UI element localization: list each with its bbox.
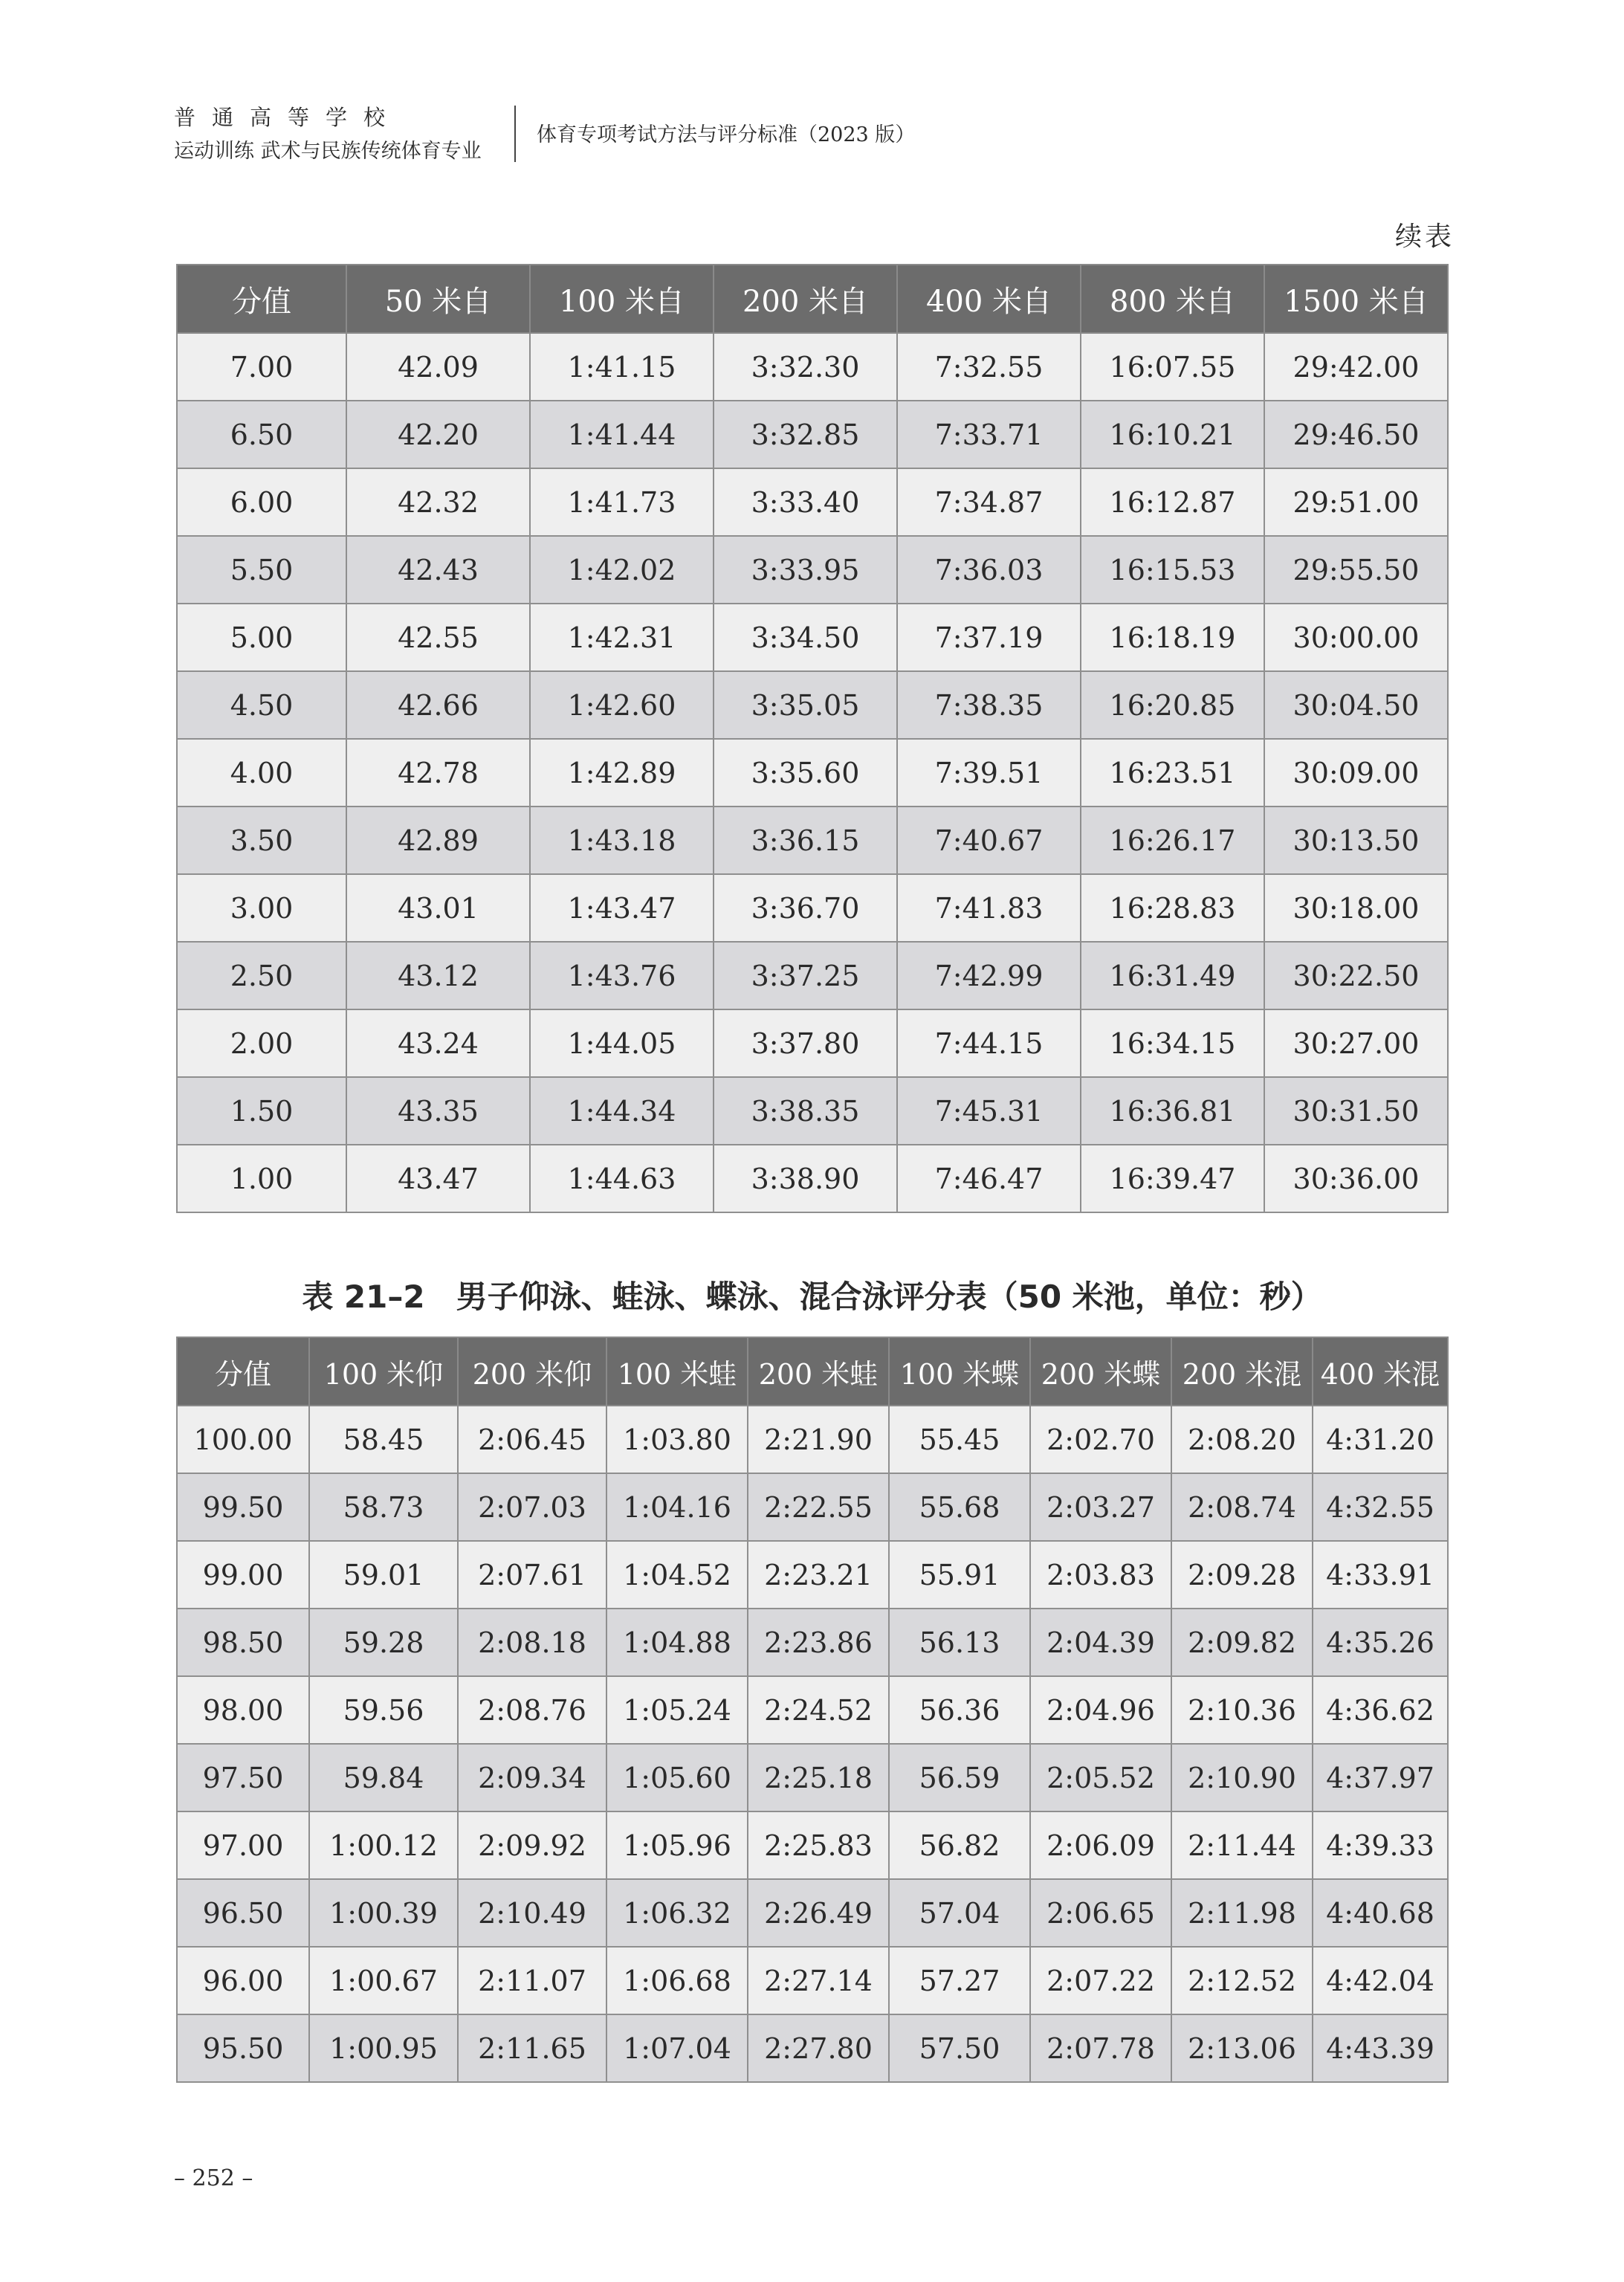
time-cell: 2:11.07 (458, 1947, 606, 2014)
time-cell: 55.68 (889, 1473, 1030, 1541)
time-cell: 42.66 (346, 671, 530, 739)
time-cell: 30:04.50 (1264, 671, 1448, 739)
time-cell: 56.82 (889, 1811, 1030, 1879)
time-cell: 56.36 (889, 1676, 1030, 1744)
time-cell: 29:55.50 (1264, 536, 1448, 604)
time-cell: 4:39.33 (1313, 1811, 1448, 1879)
time-cell: 3:36.15 (714, 807, 897, 874)
time-cell: 58.45 (309, 1406, 458, 1473)
time-cell: 43.01 (346, 874, 530, 942)
time-cell: 30:18.00 (1264, 874, 1448, 942)
table-row (177, 1879, 1448, 1947)
continued-label: 续表 (1394, 222, 1455, 252)
time-cell: 1:00.12 (309, 1811, 458, 1879)
time-cell: 30:31.50 (1264, 1077, 1448, 1145)
time-cell: 4:43.39 (1313, 2014, 1448, 2082)
time-cell: 1:03.80 (606, 1406, 748, 1473)
time-cell: 42.78 (346, 739, 530, 807)
time-cell: 4:31.20 (1313, 1406, 1448, 1473)
table-row (177, 1609, 1448, 1676)
time-cell: 2:27.14 (748, 1947, 889, 2014)
time-cell: 3:36.70 (714, 874, 897, 942)
header-book-title: 体育专项考试方法与评分标准（2023 版） (537, 123, 916, 146)
table-row (177, 1744, 1448, 1811)
score-cell: 99.50 (177, 1473, 309, 1541)
table-row (177, 1947, 1448, 2014)
time-cell: 16:10.21 (1081, 401, 1264, 468)
score-cell: 3.00 (177, 874, 346, 942)
time-cell: 2:06.65 (1030, 1879, 1171, 1947)
header-major: 运动训练 武术与民族传统体育专业 (174, 140, 482, 163)
header-100m-breast: 100 米蛙 (606, 1337, 748, 1406)
score-cell: 98.50 (177, 1609, 309, 1676)
time-cell: 1:04.16 (606, 1473, 748, 1541)
score-cell: 7.00 (177, 333, 346, 401)
time-cell: 30:09.00 (1264, 739, 1448, 807)
table-row (177, 2014, 1448, 2082)
time-cell: 2:03.83 (1030, 1541, 1171, 1609)
header-100m-back: 100 米仰 (309, 1337, 458, 1406)
time-cell: 2:09.82 (1171, 1609, 1313, 1676)
time-cell: 43.35 (346, 1077, 530, 1145)
time-cell: 7:34.87 (897, 468, 1081, 536)
header-100m-fly: 100 米蝶 (889, 1337, 1030, 1406)
header-200m-free: 200 米自 (714, 265, 897, 333)
table-header-row (177, 265, 1448, 333)
time-cell: 2:25.18 (748, 1744, 889, 1811)
time-cell: 1:04.52 (606, 1541, 748, 1609)
time-cell: 1:41.44 (530, 401, 714, 468)
time-cell: 2:11.65 (458, 2014, 606, 2082)
time-cell: 29:42.00 (1264, 333, 1448, 401)
time-cell: 2:07.61 (458, 1541, 606, 1609)
time-cell: 42.32 (346, 468, 530, 536)
time-cell: 7:44.15 (897, 1009, 1081, 1077)
time-cell: 43.24 (346, 1009, 530, 1077)
time-cell: 2:09.92 (458, 1811, 606, 1879)
time-cell: 3:32.85 (714, 401, 897, 468)
header-200m-fly: 200 米蝶 (1030, 1337, 1171, 1406)
time-cell: 16:07.55 (1081, 333, 1264, 401)
time-cell: 2:23.21 (748, 1541, 889, 1609)
time-cell: 1:43.47 (530, 874, 714, 942)
time-cell: 1:06.68 (606, 1947, 748, 2014)
time-cell: 2:27.80 (748, 2014, 889, 2082)
header-divider (514, 106, 516, 162)
time-cell: 4:33.91 (1313, 1541, 1448, 1609)
time-cell: 2:06.09 (1030, 1811, 1171, 1879)
time-cell: 59.56 (309, 1676, 458, 1744)
time-cell: 1:42.89 (530, 739, 714, 807)
header-score: 分值 (177, 1337, 309, 1406)
time-cell: 2:21.90 (748, 1406, 889, 1473)
score-cell: 2.50 (177, 942, 346, 1009)
score-cell: 95.50 (177, 2014, 309, 2082)
score-cell: 100.00 (177, 1406, 309, 1473)
table-row (177, 874, 1448, 942)
table-row (177, 333, 1448, 401)
time-cell: 30:22.50 (1264, 942, 1448, 1009)
time-cell: 2:06.45 (458, 1406, 606, 1473)
time-cell: 59.01 (309, 1541, 458, 1609)
time-cell: 16:34.15 (1081, 1009, 1264, 1077)
time-cell: 7:46.47 (897, 1145, 1081, 1212)
score-cell: 96.00 (177, 1947, 309, 2014)
time-cell: 7:39.51 (897, 739, 1081, 807)
time-cell: 2:11.44 (1171, 1811, 1313, 1879)
time-cell: 1:41.73 (530, 468, 714, 536)
table-row (177, 1406, 1448, 1473)
time-cell: 7:42.99 (897, 942, 1081, 1009)
score-cell: 2.00 (177, 1009, 346, 1077)
time-cell: 1:00.95 (309, 2014, 458, 2082)
header-200m-breast: 200 米蛙 (748, 1337, 889, 1406)
time-cell: 3:37.80 (714, 1009, 897, 1077)
time-cell: 16:28.83 (1081, 874, 1264, 942)
time-cell: 3:34.50 (714, 604, 897, 671)
time-cell: 1:04.88 (606, 1609, 748, 1676)
time-cell: 59.28 (309, 1609, 458, 1676)
stroke-score-table (176, 1336, 1449, 2083)
score-cell: 5.50 (177, 536, 346, 604)
time-cell: 3:33.95 (714, 536, 897, 604)
time-cell: 16:26.17 (1081, 807, 1264, 874)
time-cell: 16:23.51 (1081, 739, 1264, 807)
header-400m-im: 400 米混 (1313, 1337, 1448, 1406)
time-cell: 7:41.83 (897, 874, 1081, 942)
score-cell: 4.00 (177, 739, 346, 807)
score-cell: 3.50 (177, 807, 346, 874)
time-cell: 2:05.52 (1030, 1744, 1171, 1811)
time-cell: 3:33.40 (714, 468, 897, 536)
time-cell: 1:44.34 (530, 1077, 714, 1145)
table-row (177, 1541, 1448, 1609)
score-cell: 1.00 (177, 1145, 346, 1212)
time-cell: 16:36.81 (1081, 1077, 1264, 1145)
table-row (177, 1811, 1448, 1879)
header-200m-im: 200 米混 (1171, 1337, 1313, 1406)
time-cell: 16:12.87 (1081, 468, 1264, 536)
time-cell: 1:00.39 (309, 1879, 458, 1947)
score-cell: 6.00 (177, 468, 346, 536)
time-cell: 4:32.55 (1313, 1473, 1448, 1541)
score-cell: 1.50 (177, 1077, 346, 1145)
time-cell: 58.73 (309, 1473, 458, 1541)
time-cell: 2:07.78 (1030, 2014, 1171, 2082)
time-cell: 42.55 (346, 604, 530, 671)
table-row (177, 739, 1448, 807)
time-cell: 57.04 (889, 1879, 1030, 1947)
time-cell: 56.13 (889, 1609, 1030, 1676)
time-cell: 1:06.32 (606, 1879, 748, 1947)
header-score: 分值 (177, 265, 346, 333)
time-cell: 2:02.70 (1030, 1406, 1171, 1473)
time-cell: 2:08.74 (1171, 1473, 1313, 1541)
time-cell: 55.45 (889, 1406, 1030, 1473)
time-cell: 57.50 (889, 2014, 1030, 2082)
time-cell: 16:15.53 (1081, 536, 1264, 604)
time-cell: 42.89 (346, 807, 530, 874)
time-cell: 2:09.28 (1171, 1541, 1313, 1609)
table-row (177, 1009, 1448, 1077)
time-cell: 7:33.71 (897, 401, 1081, 468)
freestyle-score-table (176, 264, 1449, 1213)
header-400m-free: 400 米自 (897, 265, 1081, 333)
table-row (177, 942, 1448, 1009)
table-caption: 表 21–2 男子仰泳、蛙泳、蝶泳、混合泳评分表（50 米池，单位：秒） (302, 1279, 1322, 1315)
time-cell: 42.43 (346, 536, 530, 604)
score-cell: 98.00 (177, 1676, 309, 1744)
time-cell: 42.20 (346, 401, 530, 468)
time-cell: 2:22.55 (748, 1473, 889, 1541)
time-cell: 2:13.06 (1171, 2014, 1313, 2082)
time-cell: 3:35.05 (714, 671, 897, 739)
table-header-row (177, 1337, 1448, 1406)
time-cell: 42.09 (346, 333, 530, 401)
table-row (177, 468, 1448, 536)
time-cell: 3:38.35 (714, 1077, 897, 1145)
time-cell: 3:35.60 (714, 739, 897, 807)
time-cell: 2:08.20 (1171, 1406, 1313, 1473)
time-cell: 4:42.04 (1313, 1947, 1448, 2014)
time-cell: 1:07.04 (606, 2014, 748, 2082)
table-row (177, 401, 1448, 468)
time-cell: 2:03.27 (1030, 1473, 1171, 1541)
table-row (177, 1473, 1448, 1541)
header-800m-free: 800 米自 (1081, 265, 1264, 333)
time-cell: 4:35.26 (1313, 1609, 1448, 1676)
time-cell: 3:38.90 (714, 1145, 897, 1212)
header-50m-free: 50 米自 (346, 265, 530, 333)
time-cell: 30:00.00 (1264, 604, 1448, 671)
time-cell: 57.27 (889, 1947, 1030, 2014)
table-row (177, 1145, 1448, 1212)
score-cell: 99.00 (177, 1541, 309, 1609)
time-cell: 16:39.47 (1081, 1145, 1264, 1212)
time-cell: 2:10.49 (458, 1879, 606, 1947)
time-cell: 4:40.68 (1313, 1879, 1448, 1947)
time-cell: 1:43.76 (530, 942, 714, 1009)
time-cell: 3:37.25 (714, 942, 897, 1009)
score-cell: 97.50 (177, 1744, 309, 1811)
table-row (177, 1077, 1448, 1145)
time-cell: 16:31.49 (1081, 942, 1264, 1009)
time-cell: 2:11.98 (1171, 1879, 1313, 1947)
header-100m-free: 100 米自 (530, 265, 714, 333)
time-cell: 43.47 (346, 1145, 530, 1212)
time-cell: 1:44.63 (530, 1145, 714, 1212)
time-cell: 1:00.67 (309, 1947, 458, 2014)
time-cell: 1:05.60 (606, 1744, 748, 1811)
time-cell: 7:37.19 (897, 604, 1081, 671)
time-cell: 1:42.31 (530, 604, 714, 671)
time-cell: 2:25.83 (748, 1811, 889, 1879)
table-row (177, 671, 1448, 739)
time-cell: 30:13.50 (1264, 807, 1448, 874)
time-cell: 2:10.90 (1171, 1744, 1313, 1811)
time-cell: 7:45.31 (897, 1077, 1081, 1145)
table-row (177, 604, 1448, 671)
table-row (177, 807, 1448, 874)
time-cell: 2:04.96 (1030, 1676, 1171, 1744)
time-cell: 2:07.22 (1030, 1947, 1171, 2014)
time-cell: 2:08.76 (458, 1676, 606, 1744)
score-cell: 97.00 (177, 1811, 309, 1879)
time-cell: 1:05.24 (606, 1676, 748, 1744)
time-cell: 1:42.60 (530, 671, 714, 739)
time-cell: 7:36.03 (897, 536, 1081, 604)
time-cell: 3:32.30 (714, 333, 897, 401)
table-row (177, 1676, 1448, 1744)
time-cell: 2:08.18 (458, 1609, 606, 1676)
time-cell: 2:23.86 (748, 1609, 889, 1676)
time-cell: 29:51.00 (1264, 468, 1448, 536)
score-cell: 6.50 (177, 401, 346, 468)
time-cell: 30:27.00 (1264, 1009, 1448, 1077)
time-cell: 29:46.50 (1264, 401, 1448, 468)
header-book-series (174, 103, 494, 167)
time-cell: 2:12.52 (1171, 1947, 1313, 2014)
time-cell: 16:18.19 (1081, 604, 1264, 671)
score-cell: 96.50 (177, 1879, 309, 1947)
time-cell: 2:04.39 (1030, 1609, 1171, 1676)
page-number: – 252 – (174, 2165, 253, 2191)
time-cell: 1:41.15 (530, 333, 714, 401)
header-200m-back: 200 米仰 (458, 1337, 606, 1406)
time-cell: 7:40.67 (897, 807, 1081, 874)
time-cell: 16:20.85 (1081, 671, 1264, 739)
time-cell: 4:36.62 (1313, 1676, 1448, 1744)
table-row (177, 536, 1448, 604)
time-cell: 1:42.02 (530, 536, 714, 604)
time-cell: 2:07.03 (458, 1473, 606, 1541)
time-cell: 1:05.96 (606, 1811, 748, 1879)
score-cell: 5.00 (177, 604, 346, 671)
time-cell: 2:26.49 (748, 1879, 889, 1947)
time-cell: 1:43.18 (530, 807, 714, 874)
time-cell: 30:36.00 (1264, 1145, 1448, 1212)
time-cell: 2:09.34 (458, 1744, 606, 1811)
time-cell: 2:24.52 (748, 1676, 889, 1744)
header-1500m-free: 1500 米自 (1264, 265, 1448, 333)
time-cell: 55.91 (889, 1541, 1030, 1609)
time-cell: 2:10.36 (1171, 1676, 1313, 1744)
time-cell: 4:37.97 (1313, 1744, 1448, 1811)
time-cell: 59.84 (309, 1744, 458, 1811)
time-cell: 7:38.35 (897, 671, 1081, 739)
time-cell: 1:44.05 (530, 1009, 714, 1077)
header-series-title: 普通高等学校 (174, 105, 402, 130)
score-cell: 4.50 (177, 671, 346, 739)
time-cell: 43.12 (346, 942, 530, 1009)
time-cell: 56.59 (889, 1744, 1030, 1811)
time-cell: 7:32.55 (897, 333, 1081, 401)
